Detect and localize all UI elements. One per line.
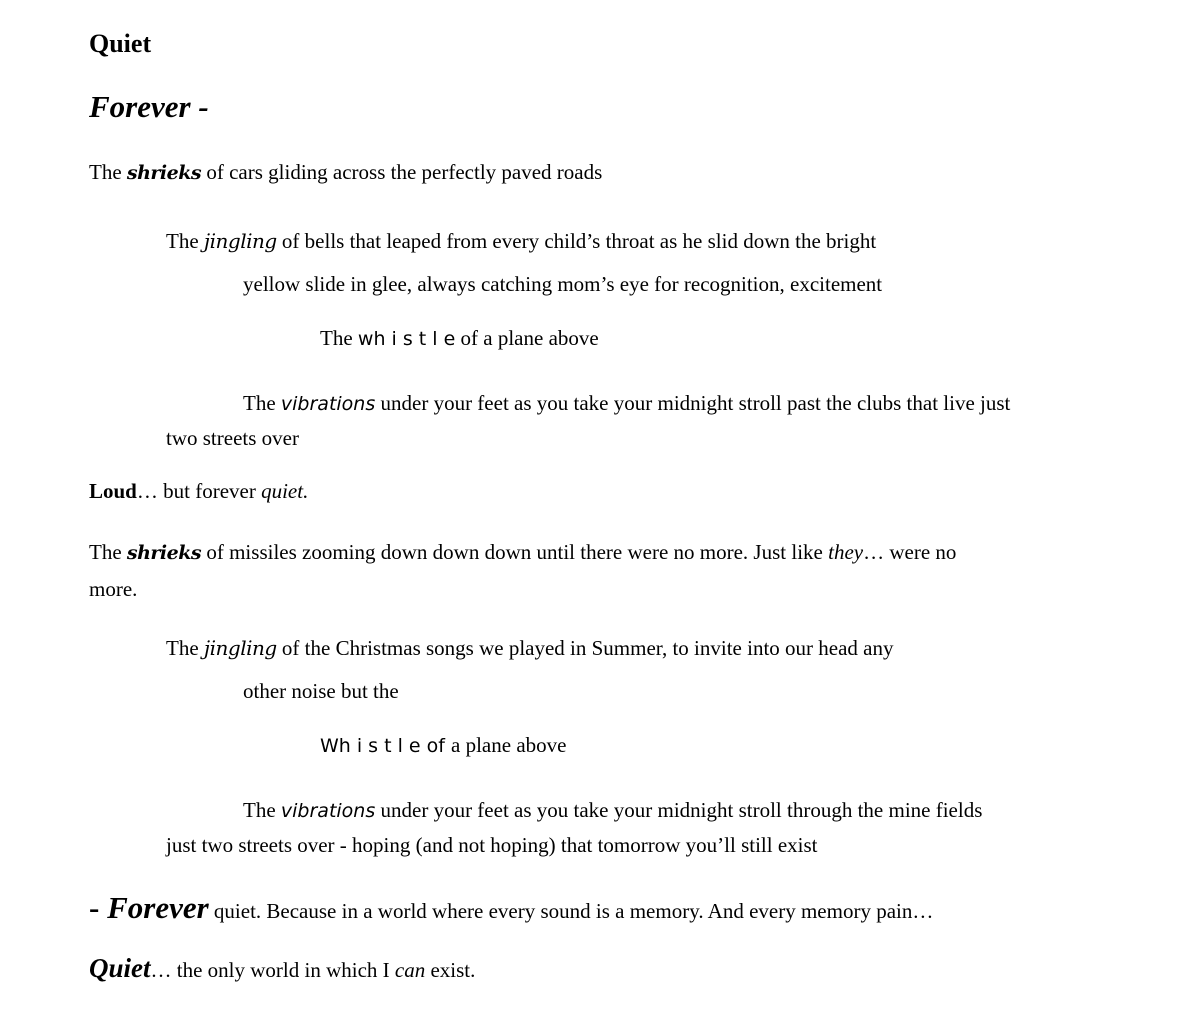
loud-line — [89, 481, 308, 502]
text-segment: Forever — [107, 890, 209, 925]
text-segment: … but forever — [136, 479, 262, 503]
stanza1-line1 — [89, 162, 602, 183]
poem-heading: Forever - — [89, 89, 209, 124]
text-segment: can — [394, 958, 426, 982]
text-segment: quiet. — [261, 479, 309, 503]
sound-word: jingling — [203, 229, 277, 253]
text-segment: The — [166, 636, 204, 660]
forever-line — [89, 892, 933, 923]
sound-word: wh i s t l e — [357, 328, 456, 350]
poem-title: Quiet — [89, 29, 152, 58]
text-segment: of cars gliding across the perfectly paved roads — [201, 160, 603, 184]
text-segment: of a plane above — [455, 326, 599, 350]
stanza2-line2b: other noise but the — [243, 679, 399, 703]
text-segment: The — [243, 798, 281, 822]
stanza2-line2a — [166, 638, 894, 659]
text-segment: of bells that leaped from every child’s throat as he slid down the bright — [276, 229, 877, 253]
sound-word: vibrations — [280, 393, 376, 415]
stanza1-line4b: two streets over — [166, 426, 299, 450]
stanza2-line1a — [89, 542, 956, 563]
text-segment: of — [420, 735, 452, 757]
text-segment: … were no — [863, 540, 957, 564]
text-segment: they — [828, 540, 864, 564]
text-segment: a plane above — [451, 733, 567, 757]
text-segment: Quiet — [89, 953, 151, 983]
text-segment: The — [89, 160, 127, 184]
text-segment: The — [320, 326, 358, 350]
stanza1-line2b: yellow slide in glee, always catching mom’s eye for recognition, excitement — [243, 272, 883, 296]
text-segment: The — [89, 540, 127, 564]
sound-word: jingling — [203, 636, 277, 660]
stanza1-line3 — [320, 328, 599, 349]
text-segment: - — [89, 890, 108, 925]
stanza2-line1b: more. — [89, 577, 138, 601]
sound-word: Wh i s t l e — [320, 735, 421, 757]
text-segment: exist. — [425, 958, 476, 982]
text-segment: … the only world in which I — [150, 958, 395, 982]
text-segment: under your feet as you take your midnight stroll through the mine fields — [375, 798, 983, 822]
text-segment: Loud — [89, 479, 137, 503]
text-segment: quiet. Because in a world where every sound is a memory. And every memory pain… — [208, 899, 934, 923]
stanza2-line4b: just two streets over - hoping (and not hoping) that tomorrow you’ll still exist — [166, 833, 818, 857]
quiet-line — [89, 955, 475, 982]
text-segment: of missiles zooming down down down until there were no more. Just like — [201, 540, 829, 564]
stanza2-line3 — [320, 735, 566, 756]
text-segment: The — [243, 391, 281, 415]
text-segment: under your feet as you take your midnight stroll past the clubs that live just — [375, 391, 1011, 415]
stanza1-line2a — [166, 231, 876, 252]
sound-word: vibrations — [280, 800, 376, 822]
stanza2-line4a — [243, 800, 982, 821]
text-segment: of the Christmas songs we played in Summer, to invite into our head any — [276, 636, 894, 660]
sound-word: shrieks — [126, 542, 202, 564]
sound-word: shrieks — [126, 162, 202, 184]
text-segment: The — [166, 229, 204, 253]
stanza1-line4a — [243, 393, 1010, 414]
